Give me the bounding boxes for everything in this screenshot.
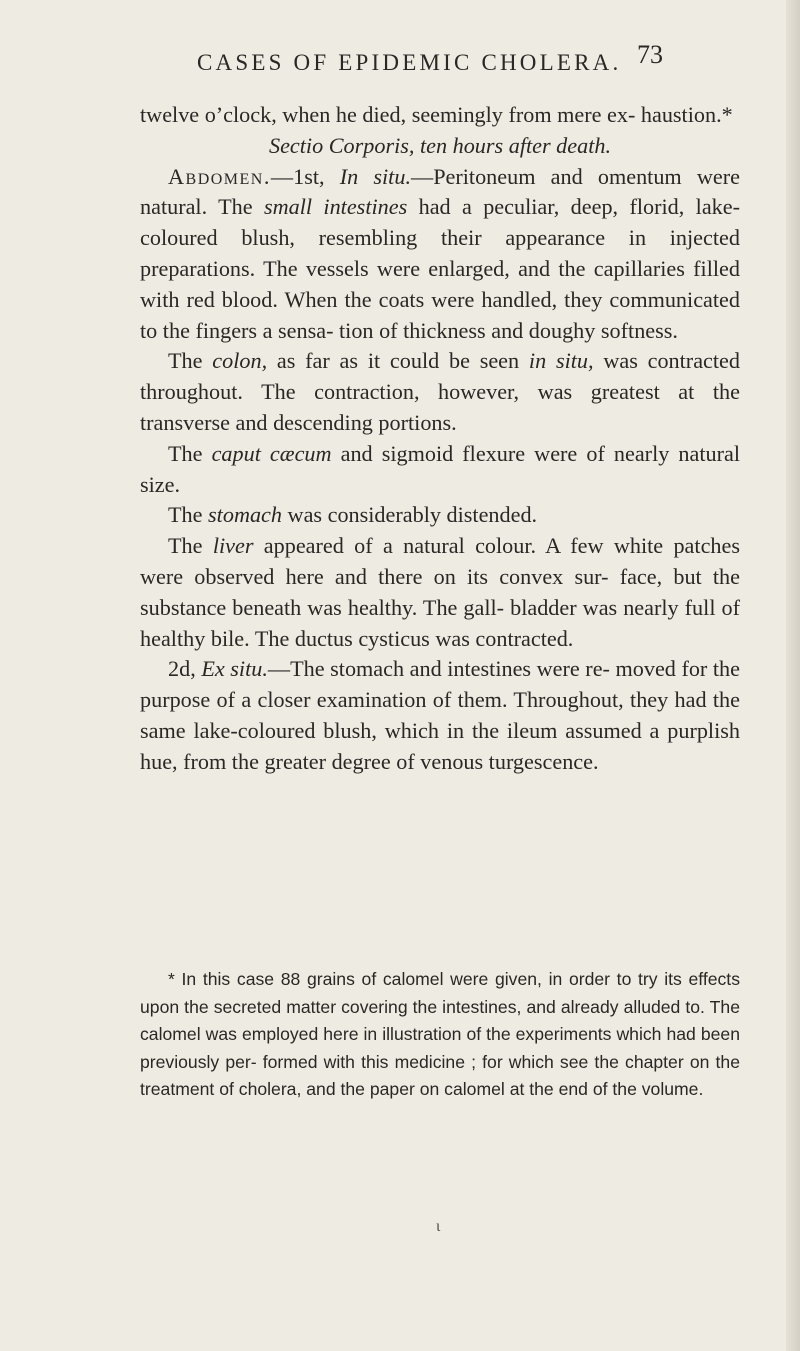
running-title: CASES OF EPIDEMIC CHOLERA. (197, 50, 622, 75)
paragraph-colon: The colon, as far as it could be seen in situ, was contracted throughout. The contraction, however, was greatest at the transverse and descending portions. (140, 348, 740, 435)
stray-ink-mark: ɩ (436, 1218, 441, 1235)
footnote-text: * In this case 88 grains of calomel were given, in order to try its effects upon the secreted matter covering the intestines, and already alluded to. The calomel was employed here in illustration of the experiments which had been previously per- formed with this medicine ; for which see the chapter on the treatment of cholera, and the paper on calomel at the end of the volume. (140, 969, 740, 1099)
abdomen-label: Abdomen. (168, 163, 271, 189)
footnote (140, 966, 740, 1104)
section-heading: Sectio Corporis, ten hours after death. (268, 132, 612, 158)
paragraph-stomach: The stomach was considerably distended. (168, 502, 538, 528)
page-spine-shadow (786, 0, 800, 1351)
paragraph-caput-caecum: The caput cæcum and sigmoid flexure were of nearly natural size. (140, 440, 740, 497)
page-number: 73 (637, 40, 663, 69)
paragraph-abdomen: Abdomen.—1st, In situ.—Peritoneum and omentum were natural. The small intestines had a peculiar, deep, florid, lake-coloured blush, resembling their appearance in injected preparations. The vessels were enlarged, and the capillaries filled with red blood. When the coats were handled, they communicated to the fingers a sensa- tion of thickness and doughy softness. (140, 163, 741, 343)
paragraph-continuation: twelve o’clock, when he died, seemingly from mere ex- haustion.* (140, 102, 733, 127)
body-text (140, 100, 740, 778)
paragraph-liver: The liver appeared of a natural colour. A few white patches were observed here and there on its convex sur- face, but the substance beneath was healthy. The gall- bladder was nearly full of healthy bile. The ductus cysticus was contracted. (140, 533, 740, 651)
paragraph-ex-situ: 2d, Ex situ.—The stomach and intestines were re- moved for the purpose of a closer examination of them. Throughout, they had the same lake-coloured blush, which in the ileum assumed a purplish hue, from the greater degree of venous turgescence. (140, 656, 740, 774)
